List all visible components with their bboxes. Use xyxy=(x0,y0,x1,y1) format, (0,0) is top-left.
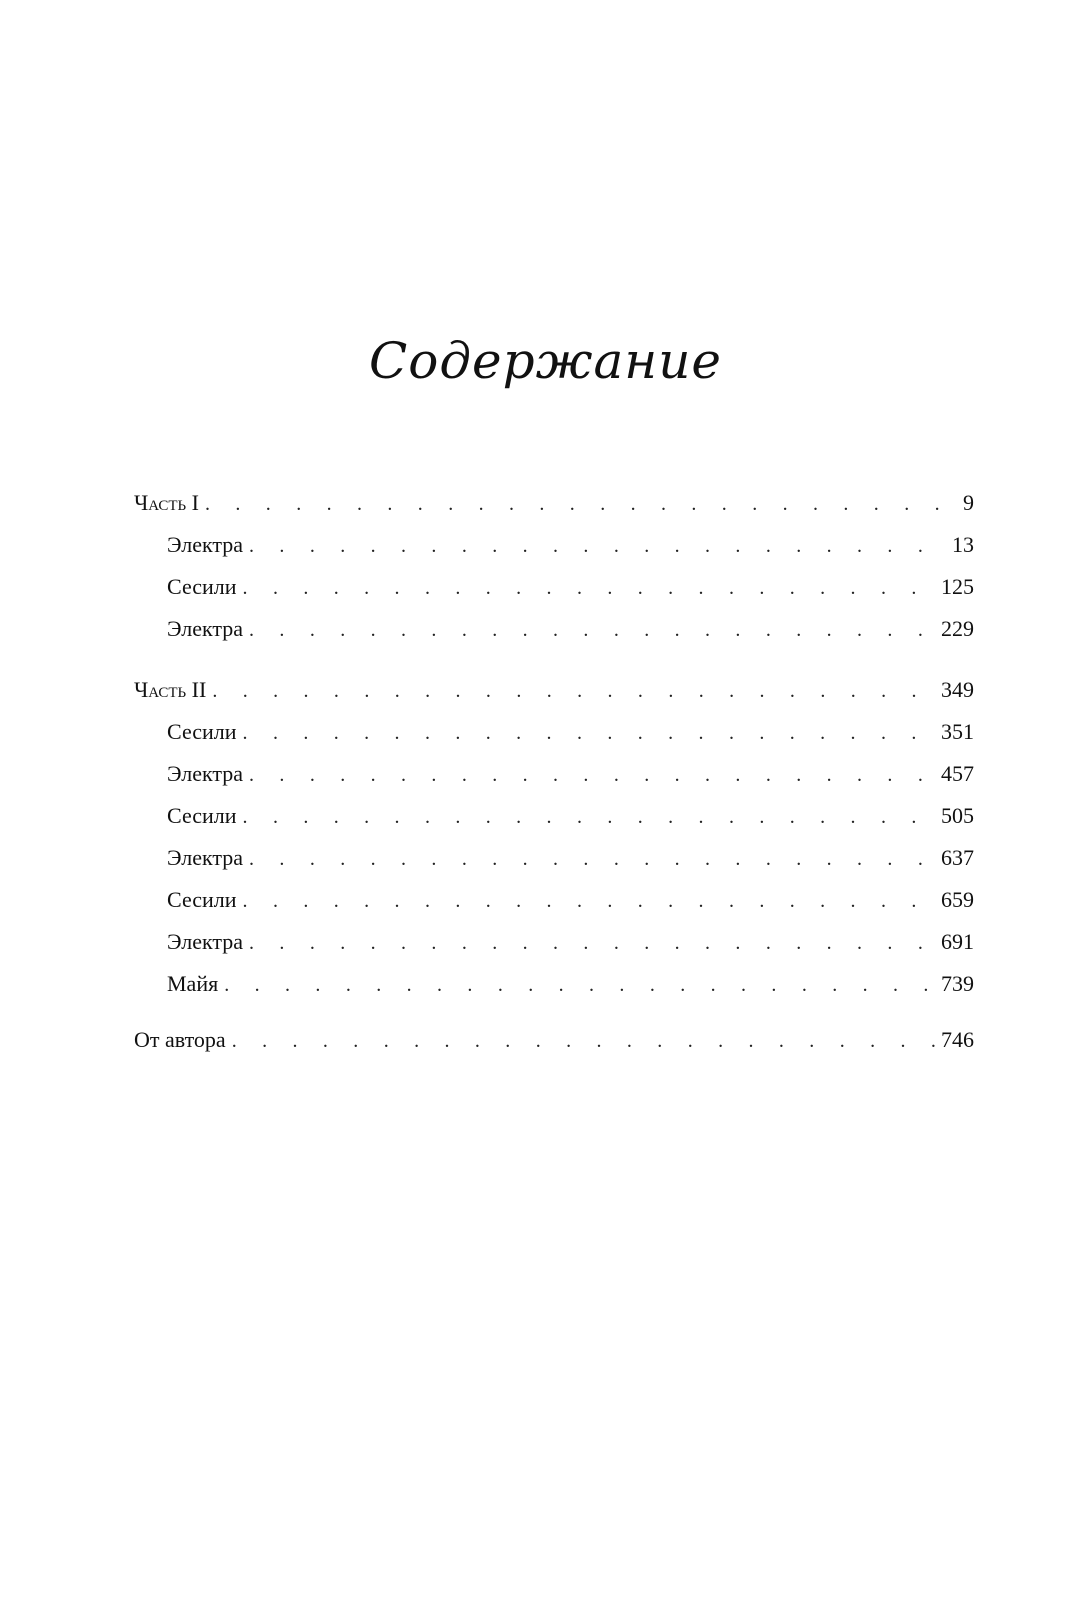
toc-entry xyxy=(134,711,974,753)
dot-leader xyxy=(249,922,937,964)
toc-entry-label: От автора xyxy=(134,1027,226,1052)
dot-leader xyxy=(243,796,937,838)
toc-entry-page: 659 xyxy=(941,887,974,912)
toc-entry-part-2 xyxy=(134,669,974,711)
dot-leader xyxy=(232,1020,937,1062)
dot-leader xyxy=(212,670,937,712)
toc-entry-page: 739 xyxy=(941,971,974,996)
toc-entry-page: 125 xyxy=(941,574,974,599)
toc-entry xyxy=(134,879,974,921)
toc-entry xyxy=(134,524,974,566)
dot-leader xyxy=(205,483,959,525)
toc-entry-label: Сесили xyxy=(167,574,237,599)
dot-leader xyxy=(243,567,937,609)
toc-entry-label: Сесили xyxy=(167,887,237,912)
toc-entry-page: 637 xyxy=(941,845,974,870)
toc-entry-afterword xyxy=(134,1019,974,1061)
toc-entry-label: Электра xyxy=(167,532,244,557)
toc-entry-page: 691 xyxy=(941,929,974,954)
dot-leader xyxy=(249,754,937,796)
toc-entry-page: 457 xyxy=(941,761,974,786)
toc-entry-page: 13 xyxy=(952,532,974,557)
toc-entry-label: Сесили xyxy=(167,803,237,828)
toc-entry xyxy=(134,753,974,795)
toc-entry-page: 349 xyxy=(941,677,974,702)
toc-entry xyxy=(134,963,974,1005)
toc-entry-label: Часть II xyxy=(134,677,207,702)
dot-leader xyxy=(243,880,937,922)
toc-entry xyxy=(134,608,974,650)
toc-entry-label: Электра xyxy=(167,929,244,954)
toc-entry xyxy=(134,921,974,963)
toc-entry xyxy=(134,795,974,837)
dot-leader xyxy=(249,838,937,880)
toc-entry xyxy=(134,566,974,608)
toc-entry-label: Электра xyxy=(167,845,244,870)
toc-entry-page: 9 xyxy=(963,490,974,515)
toc-entry-page: 746 xyxy=(941,1027,974,1052)
toc-entry-label: Майя xyxy=(167,971,219,996)
dot-leader xyxy=(224,964,937,1006)
toc-entry-label: Часть I xyxy=(134,490,199,515)
toc-entry-page: 229 xyxy=(941,616,974,641)
toc-entry-page: 505 xyxy=(941,803,974,828)
dot-leader xyxy=(249,609,937,651)
toc-entry-page: 351 xyxy=(941,719,974,744)
toc-entry-part-1 xyxy=(134,482,974,524)
dot-leader xyxy=(243,712,937,754)
toc-entry xyxy=(134,837,974,879)
page-title: Содержание xyxy=(368,332,723,390)
toc-entry-label: Сесили xyxy=(167,719,237,744)
dot-leader xyxy=(249,525,948,567)
toc-entry-label: Электра xyxy=(167,761,244,786)
toc-entry-label: Электра xyxy=(167,616,244,641)
table-of-contents xyxy=(134,482,974,1061)
